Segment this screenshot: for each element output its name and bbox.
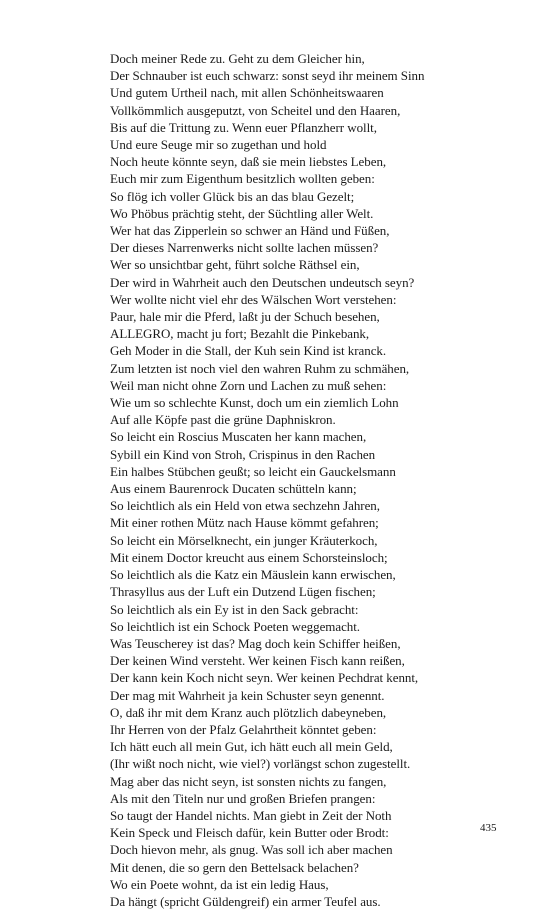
page-number: 435 — [480, 822, 497, 834]
poem-line: Da hängt (spricht Güldengreif) ein armer Teufel aus. — [110, 893, 381, 909]
poem-line: Der keinen Wind versteht. Wer keinen Fisch kann reißen, — [110, 653, 405, 669]
poem-line: Mag aber das nicht seyn, ist sonsten nichts zu fangen, — [110, 773, 387, 789]
poem-line: So leicht ein Mörselknecht, ein junger Kräuterkoch, — [110, 532, 378, 548]
poem-line: Mit einem Doctor kreucht aus einem Schorsteinsloch; — [110, 549, 388, 565]
poem-line: ALLEGRO, macht ju fort; Bezahlt die Pinkebank, — [110, 326, 370, 342]
poem-text — [110, 50, 540, 910]
poem-line: Ihr Herren von der Pfalz Gelahrtheit könntet geben: — [110, 721, 377, 737]
poem-line: Paur, hale mir die Pferd, laßt ju der Schuch besehen, — [110, 309, 380, 325]
poem-line: So taugt der Handel nichts. Man giebt in Zeit der Noth — [110, 807, 392, 823]
poem-line: Vollkömmlich ausgeputzt, von Scheitel und den Haaren, — [110, 102, 401, 118]
poem-line: Der dieses Narrenwerks nicht sollte lachen müssen? — [110, 240, 379, 256]
poem-line: Zum letzten ist noch viel den wahren Ruhm zu schmähen, — [110, 360, 410, 376]
poem-line: Was Teuscherey ist das? Mag doch kein Schiffer heißen, — [110, 635, 401, 651]
poem-line: Auf alle Köpfe past die grüne Daphniskron. — [110, 412, 336, 428]
poem-line: Und eure Seuge mir so zugethan und hold — [110, 137, 327, 153]
poem-line: Mit einer rothen Mütz nach Hause kömmt gefahren; — [110, 515, 379, 531]
poem-line: Wer so unsichtbar geht, führt solche Räthsel ein, — [110, 257, 360, 273]
poem-line: Bis auf die Trittung zu. Wenn euer Pflanzherr wollt, — [110, 119, 377, 135]
poem-line: Sybill ein Kind von Stroh, Crispinus in den Rachen — [110, 446, 376, 462]
poem-line: Kein Speck und Fleisch dafür, kein Butter oder Brodt: — [110, 825, 389, 841]
poem-line: Wie um so schlechte Kunst, doch um ein ziemlich Lohn — [110, 395, 399, 411]
poem-line: Mit denen, die so gern den Bettelsack belachen? — [110, 859, 359, 875]
poem-line: Der Schnauber ist euch schwarz: sonst seyd ihr meinem Sinn — [110, 68, 425, 84]
poem-line: So leicht ein Roscius Muscaten her kann machen, — [110, 429, 367, 445]
poem-line: Doch hievon mehr, als gnug. Was soll ich aber machen — [110, 842, 393, 858]
poem-line: Und gutem Urtheil nach, mit allen Schönheitswaaren — [110, 85, 384, 101]
poem-line: Doch meiner Rede zu. Geht zu dem Gleicher hin, — [110, 51, 365, 66]
poem-line: Wer wollte nicht viel ehr des Wälschen Wort verstehen: — [110, 291, 397, 307]
poem-line: So leichtlich als ein Ey ist in den Sack gebracht: — [110, 601, 359, 617]
poem-line: Wo Phöbus prächtig steht, der Süchtling aller Welt. — [110, 205, 374, 221]
poem-line: O, daß ihr mit dem Kranz auch plötzlich dabeyneben, — [110, 704, 387, 720]
poem-line: So leichtlich als die Katz ein Mäuslein kann erwischen, — [110, 567, 396, 583]
poem-line: Thrasyllus aus der Luft ein Dutzend Lügen fischen; — [110, 584, 376, 600]
poem-line: Der kann kein Koch nicht seyn. Wer keinen Pechdrat kennt, — [110, 670, 419, 686]
poem-line: (Ihr wißt noch nicht, wie viel?) vorlängst schon zugestellt. — [110, 756, 411, 772]
poem-line: Weil man nicht ohne Zorn und Lachen zu muß sehen: — [110, 377, 387, 393]
poem-line: Noch heute könnte seyn, daß sie mein liebstes Leben, — [110, 154, 387, 170]
poem-line: Der wird in Wahrheit auch den Deutschen undeutsch seyn? — [110, 274, 415, 290]
poem-line: Wer hat das Zipperlein so schwer an Händ und Füßen, — [110, 223, 390, 239]
poem-line: Wo ein Poete wohnt, da ist ein ledig Haus, — [110, 876, 329, 892]
poem-line: Euch mir zum Eigenthum besitzlich wollten geben: — [110, 171, 375, 187]
poem-line: Ein halbes Stübchen geußt; so leicht ein Gauckelsmann — [110, 463, 396, 479]
poem-line: Aus einem Baurenrock Ducaten schütteln kann; — [110, 481, 357, 497]
poem-line: Als mit den Titeln nur und großen Briefen prangen: — [110, 790, 376, 806]
poem-line: Geh Moder in die Stall, der Kuh sein Kind ist kranck. — [110, 343, 387, 359]
poem-line: Ich hätt euch all mein Gut, ich hätt euch all mein Geld, — [110, 739, 393, 755]
poem-line: So leichtlich als ein Held von etwa sechzehn Jahren, — [110, 498, 380, 514]
poem-line: Der mag mit Wahrheit ja kein Schuster seyn genennt. — [110, 687, 385, 703]
poem-line: So flög ich voller Glück bis an das blau Gezelt; — [110, 188, 355, 204]
poem-line: So leichtlich ist ein Schock Poeten weggemacht. — [110, 618, 361, 634]
